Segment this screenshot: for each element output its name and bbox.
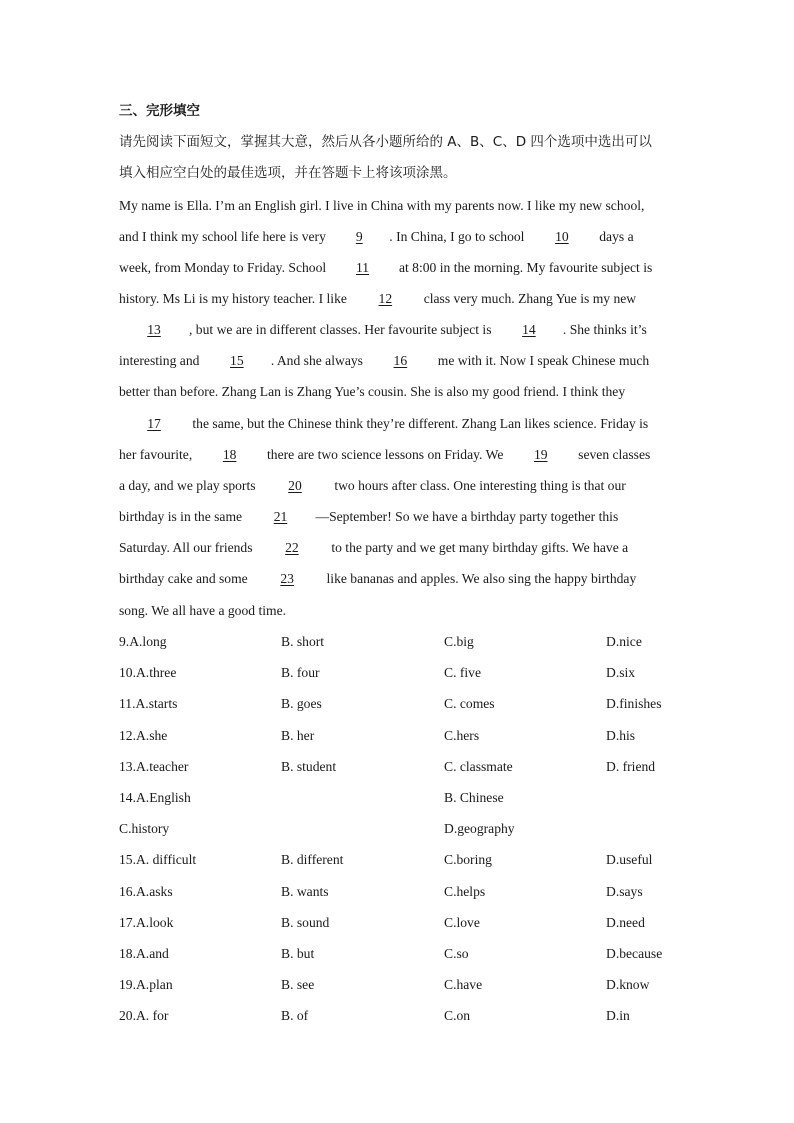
passage-line-9 bbox=[119, 445, 679, 465]
passage-line-3 bbox=[119, 258, 679, 278]
option-11-c: C. comes bbox=[444, 696, 495, 711]
passage-line-12 bbox=[119, 538, 679, 558]
blank-20: 20 bbox=[288, 478, 302, 493]
option-14-b: B. Chinese bbox=[444, 790, 504, 805]
option-15-c: C.boring bbox=[444, 852, 492, 867]
passage-text: Saturday. All our friends bbox=[119, 540, 256, 555]
blank-16: 16 bbox=[393, 353, 408, 368]
blank-17: 17 bbox=[147, 416, 161, 431]
blank-15: 15 bbox=[230, 353, 244, 368]
passage-text: song. We all have a good time. bbox=[119, 603, 287, 618]
option-13-c: C. classmate bbox=[444, 759, 513, 774]
passage-text: week, from Monday to Friday. School bbox=[119, 260, 330, 275]
option-9-c: C.big bbox=[444, 634, 474, 649]
passage-line-8 bbox=[119, 414, 679, 434]
passage-text: . She thinks it’s bbox=[562, 322, 647, 337]
option-10-c: C. five bbox=[444, 665, 481, 680]
option-11-a: 11.A.starts bbox=[119, 696, 178, 711]
passage-text: class very much. Zhang Yue is my new bbox=[420, 291, 637, 306]
passage-text: the same, but the Chinese think they’re different. Zhang Lan likes science. Friday is bbox=[189, 416, 649, 431]
blank-23: 23 bbox=[280, 571, 294, 586]
passage-line-11 bbox=[119, 507, 679, 527]
option-20-b: B. of bbox=[281, 1008, 309, 1023]
option-10-b: B. four bbox=[281, 665, 320, 680]
passage-line-14 bbox=[119, 601, 679, 621]
passage-text: . In China, I go to school bbox=[389, 229, 528, 244]
passage-line-5 bbox=[119, 320, 679, 340]
passage-text: seven classes bbox=[574, 447, 651, 462]
passage-text: a day, and we play sports bbox=[119, 478, 259, 493]
option-19-c: C.have bbox=[444, 977, 483, 992]
passage-text: better than before. Zhang Lan is Zhang Yue’s cousin. She is also my good friend. I think they bbox=[119, 384, 626, 399]
option-16-a: 16.A.asks bbox=[119, 884, 173, 899]
passage-text: there are two science lessons on Friday. We bbox=[263, 447, 507, 462]
option-11-b: B. goes bbox=[281, 696, 322, 711]
option-18-a: 18.A.and bbox=[119, 946, 169, 961]
option-10-d: D.six bbox=[606, 665, 636, 680]
option-20-c: C.on bbox=[444, 1008, 471, 1023]
blank-22: 22 bbox=[285, 540, 299, 555]
passage-text: days a bbox=[595, 229, 634, 244]
passage-line-6 bbox=[119, 351, 679, 371]
option-19-d: D.know bbox=[606, 977, 650, 992]
passage-text: two hours after class. One interesting thing is that our bbox=[330, 478, 626, 493]
option-9-a: 9.A.long bbox=[119, 634, 167, 649]
option-19-a: 19.A.plan bbox=[119, 977, 173, 992]
blank-12: 12 bbox=[378, 291, 393, 306]
option-16-d: D.says bbox=[606, 884, 643, 899]
passage-text: to the party and we get many birthday gifts. We have a bbox=[327, 540, 629, 555]
blank-11: 11 bbox=[356, 260, 370, 275]
option-16-b: B. wants bbox=[281, 884, 329, 899]
option-13-b: B. student bbox=[281, 759, 337, 774]
blank-18: 18 bbox=[222, 447, 237, 462]
passage-line-1 bbox=[119, 196, 679, 216]
option-14-d: D.geography bbox=[444, 821, 515, 836]
passage-text: me with it. Now I speak Chinese much bbox=[434, 353, 650, 368]
option-14-c: C.history bbox=[119, 821, 170, 836]
instruction-line-1: 请先阅读下面短文，掌握其大意，然后从各小题所给的 A、B、C、D 四个选项中选出可以 bbox=[119, 134, 652, 150]
passage-text: birthday cake and some bbox=[119, 571, 252, 586]
blank-13: 13 bbox=[147, 322, 161, 337]
option-20-d: D.in bbox=[606, 1008, 630, 1023]
option-17-c: C.love bbox=[444, 915, 480, 930]
passage-text: interesting and bbox=[119, 353, 203, 368]
passage-line-2 bbox=[119, 227, 679, 247]
blank-9: 9 bbox=[355, 229, 363, 244]
blank-21: 21 bbox=[273, 509, 288, 524]
passage-line-7 bbox=[119, 382, 679, 402]
passage-line-4 bbox=[119, 289, 679, 309]
option-12-c: C.hers bbox=[444, 728, 480, 743]
option-12-d: D.his bbox=[606, 728, 636, 743]
blank-19: 19 bbox=[533, 447, 548, 462]
option-13-a: 13.A.teacher bbox=[119, 759, 189, 774]
option-11-d: D.finishes bbox=[606, 696, 662, 711]
option-13-d: D. friend bbox=[606, 759, 656, 774]
section-title: 三、完形填空 bbox=[119, 103, 200, 119]
passage-text: birthday is in the same bbox=[119, 509, 246, 524]
option-17-b: B. sound bbox=[281, 915, 330, 930]
option-18-c: C.so bbox=[444, 946, 469, 961]
option-17-d: D.need bbox=[606, 915, 645, 930]
passage-text: —September! So we have a birthday party together this bbox=[315, 509, 619, 524]
passage-text: . And she always bbox=[270, 353, 367, 368]
blank-14: 14 bbox=[522, 322, 536, 337]
passage-line-13 bbox=[119, 569, 679, 589]
option-14-a: 14.A.English bbox=[119, 790, 191, 805]
passage-text: , but we are in different classes. Her favourite subject is bbox=[189, 322, 495, 337]
option-15-a: 15.A. difficult bbox=[119, 852, 197, 867]
option-9-d: D.nice bbox=[606, 634, 642, 649]
passage-text: history. Ms Li is my history teacher. I like bbox=[119, 291, 351, 306]
passage-text: like bananas and apples. We also sing the happy birthday bbox=[323, 571, 637, 586]
passage-text: at 8:00 in the morning. My favourite subject is bbox=[395, 260, 653, 275]
passage-text: her favourite, bbox=[119, 447, 196, 462]
option-10-a: 10.A.three bbox=[119, 665, 177, 680]
option-15-b: B. different bbox=[281, 852, 344, 867]
passage-line-10 bbox=[119, 476, 679, 496]
instruction-line-2: 填入相应空白处的最佳选项，并在答题卡上将该项涂黑。 bbox=[119, 165, 457, 181]
option-20-a: 20.A. for bbox=[119, 1008, 169, 1023]
passage-text: and I think my school life here is very bbox=[119, 229, 330, 244]
passage-text: My name is Ella. I’m an English girl. I live in China with my parents now. I like my new school, bbox=[119, 198, 645, 213]
option-16-c: C.helps bbox=[444, 884, 486, 899]
option-17-a: 17.A.look bbox=[119, 915, 174, 930]
option-12-a: 12.A.she bbox=[119, 728, 168, 743]
blank-10: 10 bbox=[555, 229, 569, 244]
option-9-b: B. short bbox=[281, 634, 325, 649]
option-18-b: B. but bbox=[281, 946, 315, 961]
option-12-b: B. her bbox=[281, 728, 315, 743]
option-15-d: D.useful bbox=[606, 852, 653, 867]
option-19-b: B. see bbox=[281, 977, 315, 992]
option-18-d: D.because bbox=[606, 946, 663, 961]
